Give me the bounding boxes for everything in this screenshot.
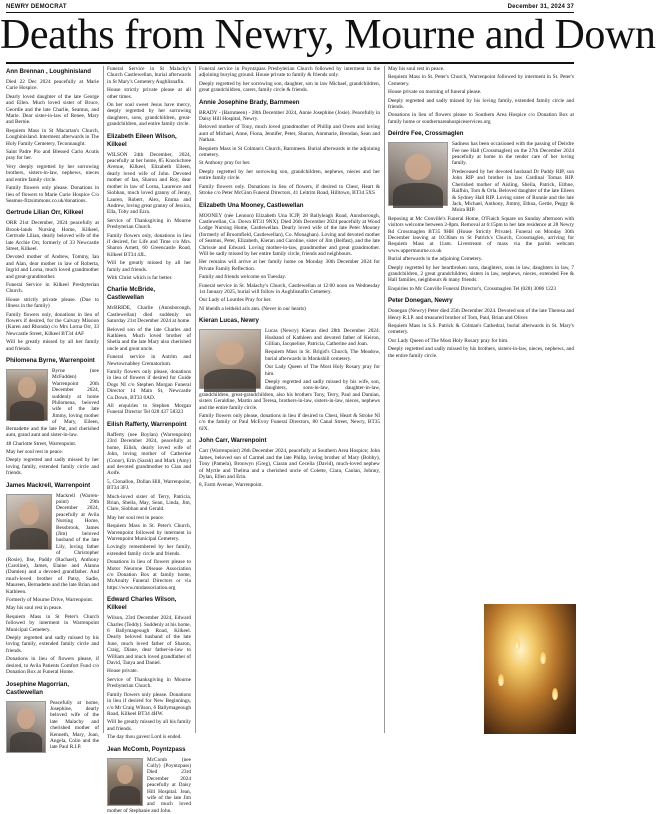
obituary-paragraph: 8, Farm Avenue, Warrenpoint. [199,482,263,489]
column-1 [6,66,99,751]
obituary-entry [199,317,380,432]
column-2 [107,66,191,814]
portrait-shoulders [10,528,48,550]
obituary-paragraph: Carr (Warrenpoint) 26th December 2024, peacefully at Southern Area Hospice; John James, beloved son of Carmel and the late Philip, loving brother of Mary (Bobby), Tony (Pamela), Bronwyn (Greg), Ciaran and Cecelia (David), much-loved nephew of Myrtle and Thelma and a cherished uncle of Colette, Ciara, Caolan, Johnny, Dylan, Ellen and Erin. [199,448,380,480]
obituary-entry [107,421,191,591]
obituary-paragraph: May her soul rest in peace. [6,448,64,455]
obituary-name: Annie Josephine Brady, Barnmeen [199,98,300,106]
obituary-entry [388,66,574,125]
obituary-paragraph: Will be greatly missed by all her family and friends. [6,339,99,352]
obituary-paragraph: Formerly of Mourne Drive, Warrenpoint. [6,597,94,604]
portrait-head [17,708,34,729]
obituary-paragraph: McComb (nee Cully) (Poyntzpass) Died 23rd December 2024 peacefully at Daisy Hill Hospital. Jean, wife of the late Jim and much loved mother of Stephanie and John. [107,756,191,814]
column-divider [384,66,385,733]
obituary-entry [107,66,191,128]
obituary-paragraph: Donegan (Newry) Peter died 25th December 2024. Devoted son of the late Theresa and Henry R.I.P. and treasured brother of Tom, Paul, Brian and Oliver. [388,308,574,321]
portrait-photo [388,142,448,206]
obituary-entry [199,66,380,94]
obituary-paragraph: Deeply regretted by her heartbroken sons, daughters, sons in law, daughters in law, 7 grandchildren, 2 great grandchildren, sisters in law, nephews, nieces, extended Fee & Hall families, neighbours & many friends. [388,264,574,284]
obituary-paragraph: Wilson, 23rd December 2024, Edward Charles (Teddy). Suddenly at his home, 6 Ballymageough Road, Kilkeel. Dearly beloved husband of the late June, much loved father of Sharon, Craig, Diane, dear father-in-law to William and much loved grandfather of David, Tanya and Daniel. [107,615,191,667]
portrait-photo [6,369,48,421]
column-3 [199,66,380,737]
obituary-entry [107,286,191,416]
obituary-paragraph: MOONEY (née Lennon) Elizabeth Una ICJP, 28 Ballyleagh Road, Annsborough, Castlewellan, Co. Down BT31 9NX). Died 26th December 2024 peacefully at Wood Lodge Nursing Home, Castlewellan. Dearly loved wife of the late Peter Mooney (formerly of Broomfield, Castlewellan), Co. Monaghan). Loving and devoted mother of Seamus, Peter, Elizabeth, Kieran and Caroline, sister of Jim (Belfast), and the late Chrissie and Edward. Loving mother-in-law, grandmother and great grandmother. Will be sadly missed by her entire family circle, friends and neighbours. [199,212,380,257]
obituary-paragraph: Will be greatly missed by all her family and friends. [107,260,191,273]
column-divider [103,66,104,733]
obituary-name: Edward Charles Wilson, Kilkeel [107,596,177,612]
obituary-entry [6,68,99,204]
masthead-date-page: December 31, 2024 37 [507,4,574,10]
obituary-paragraph: Family flowers only, donations in lieu of flowers if desired, for the Calvary Mission (Karen and Rhonda) c/o Mrs Lorna Orr, 33 Newcastle Street, Kilkeel BT34 4AF [6,311,99,337]
portrait-shoulders [204,369,256,392]
candle-flame-icon [540,652,546,664]
obituary-paragraph: Funeral service in St. Malachy's Church, Castlewellan at 12:00 noon on Wednesday 1st January 2025, burial will follow in Aughlisnafin Cemetery. [199,282,380,295]
obituary-paragraph: Our Lady Queen of The Most Holy Rosary pray for him. [388,337,509,344]
obituary-paragraph: House private on morning of funeral please. [388,89,482,96]
obituary-name: Peter Donegan, Newry [388,297,453,305]
obituary-paragraph: On her soul sweet Jesus have mercy, deeply regretted by her sorrowing daughters, sons, grandchildren, great-grandchildren, and entire family circle. [107,102,191,128]
portrait-head [405,154,432,180]
obituary-name: Ann Brennan , Loughinisland [6,68,91,75]
obituary-paragraph: House strictly private please at all other times. [107,87,191,100]
obituary-paragraph: Requiem Mass in St Colman's Church, Barnmeen. Burial afterwards in the adjoining cemetery. [199,145,380,159]
obituary-paragraph: Family flowers only please. Donations in lieu of flowers to Marie Curie Hospice C/o Seamus-fitzsimmons.co.uk/donations. [6,185,99,204]
obituary-paragraph: Deeply regretted and sadly missed by his brothers, sisters-in-law, nieces, nephews, and the entire family circle. [388,346,574,359]
obituary-paragraph: Family flowers only please, donations in lieu if desired to Chest, Heart & Stroke NI c/o the family or Paul McEvoy Funeral Directors, 80 Canal Street, Newry, BT35 6JX. [199,413,380,432]
obituary-name: Philomena Byrne, Warrenpoint [6,357,95,365]
obituary-paragraph: 5, Clonallon, Dollan Hill, Warrenpoint, BT34 3FJ. [107,478,191,492]
obituary-paragraph: Saint Padre Pio and Blessed Carlo Acutis pray for her. [6,149,99,162]
obituary-paragraph: Donations in lieu of flowers please, if desired, to Avila Patients Comfort Fund c/o Donation Box at Funeral Home. [6,656,99,676]
obituary-entry [6,681,99,751]
portrait-head [216,341,244,365]
obituary-paragraph: Family flowers only please. Donations in lieu if desired for New Beginnings, c/o Mr Craig Wilson, 6 Ballymageough Road, Kilkeel BT34 4HW. [107,691,191,717]
obituary-paragraph: Mackrell (Warren-point) 29th December 2024, peacefully at Avila Nursing Home, Bessbrook, James (Jim) beloved husband of the late Lily, loving father of Christopher (Rosie), Ilse, Paddy (Rachael), Anthony (Caroline), James, Elaine and Alanna (Damien) and a devoted grandfather. And much-loved brother of Patsy, Sadie, Maureen, Bernadette and the late Brian and Kathleen. [6,492,99,595]
obituary-paragraph: Rafferty (nee Boylan) (Warrenpoint) 23rd December 2024, peacefully at home, Eilish, dearly loved wife of John, loving mother of Catherine (Conor), Erin (Sarah) and Mark (Amy) and devoted grandmother to Cian and Aoife. [107,431,191,477]
obituary-paragraph: Family and friends welcome on Tuesday. [199,274,287,281]
obituary-paragraph: Family flowers only please, donations in lieu of flowers if desired for Guide Dogs NI c/o Stephen Morgan Funeral Director 14 Main St, Newcastle Co.Down, BT33 0AD. [107,369,191,401]
obituary-paragraph: Will be greatly missed by all his family and friends. [107,719,191,732]
obituary-entry [199,202,380,313]
candle-photo [484,604,576,734]
obituary-paragraph: Dearly loved daughter of the late George and Ellen. Much loved sister of Bruce, Geordie and the late Charlie, Seamus, and Marie. Dear sister-in-law of Renee, Mary and Bernie. [6,93,99,126]
obituary-paragraph: 48 Charlotte Street, Warrenpoint. [6,440,77,447]
obituary-name: James Mackrell, Warrenpoint [6,481,91,489]
portrait-photo [199,329,261,389]
headline-rule [6,62,574,64]
obituary-name: Deirdre Fee, Crossmaglen [388,130,464,138]
portrait-shoulders [10,732,43,752]
obituary-paragraph: St Anthony pray for her. [199,160,251,167]
portrait-shoulders [393,183,443,208]
portrait-photo [6,701,46,753]
obituary-name: Eilish Rafferty, Warrenpoint [107,420,187,428]
obituary-name: Jean McComb, Poyntzpass [107,745,186,753]
obituary-entry [107,133,191,282]
obituary-entry [6,482,99,676]
obituary-paragraph: Donations in lieu of flowers please to Motor Neurone Disease Association c/o Donation Box at family home, McAnulty Funeral Directors or via https://www.mndassociation.org [107,559,191,591]
candle-flame-icon [514,638,520,650]
obituary-paragraph: Enquiries to Mc Conville Funeral Director's, Crossmaglen Tel (028) 3086 1223 [388,285,557,292]
obituary-paragraph: Deeply regretted by her sorrowing son, grandchildren, nephews, nieces and her entire family circle. [199,168,380,182]
obituary-paragraph: With Christ which is far better. [107,274,173,281]
portrait-head [117,765,133,784]
obituary-name: Kieran Lucas, Newry [199,317,259,325]
obituary-entry [6,357,99,477]
obituary-paragraph: BRADY - (Barnmeen) - 28th December 2024, Annie Josephine (Josie). Peacefully in Daisy Hill Hospital, Newry. [199,109,380,123]
obituary-paragraph: Burial afterwards in the adjoining Cemetery. [388,256,483,263]
obituary-paragraph: Devoted mother of Andrew, Tommy, Ian and Alan, dear mother in law of Roberta, Ingrid and Lorna, much loved grandmother and great-grandmother. [6,254,99,280]
masthead-paper-name: NEWRY DEMOCRAT [6,4,67,10]
obituary-entry [107,596,191,740]
obituary-entry [107,746,191,814]
candle-flame-icon [498,674,504,686]
obituary-name: Gertrude Lilian Orr, Kilkeel [6,209,84,217]
obituary-paragraph: Deeply regretted and sadly missed by his loving family, extended family circle and friends. [6,635,99,654]
obituary-paragraph: Beloved son of the late Charles and Kathleen. Much loved brother of Sheila and the late Mary also cherished uncle and great uncle. [107,326,191,352]
obituary-paragraph: May his soul rest in peace. [388,66,445,72]
obituary-entry [199,437,380,488]
obituary-paragraph: WILSON 24th December, 2024, peacefully at her home, 85 Knockchree Avenue, Kilkeel, Elizabeth Eileen, dearly loved wife of John. Devoted mother of Ian, Sharon and Roy, dear mother in law of Lorna, Laurence and Siobhan, much loved granny of Jenny, Lauren, Robert, Alex, Emma and Andrew, loving great granny of Jessica, Ella, Toby and Ezra. [107,151,191,216]
obituary-paragraph: Deeply regretted by her sorrowing son, daughter, son in law Michael, grandchildren, great grandchildren, carers, family circle & friends. [199,80,380,94]
obituary-entry [199,99,380,197]
portrait-head [19,502,39,525]
obituary-paragraph: Requiem Mass in St. Brigid's Church, The Meadow, burial afterwards in Monkshill cemetery. [265,349,380,362]
portrait-shoulders [10,401,44,421]
obituary-paragraph: Service of Thanksgiving in Mourne Presbyterian Church. [107,217,191,231]
portrait-head [18,377,36,398]
portrait-photo [107,758,143,806]
obituary-paragraph: Deeply regretted and sadly missed by his loving family, extended family circle and friends. [388,97,574,111]
obituary-paragraph: Funeral Service in St Malachy's Church Castlewellan, burial afterwards in St Mary's Cemetery Aughlisnafin. [107,66,191,85]
obituary-paragraph: May her soul rest in peace. [107,514,165,521]
obituary-paragraph: ORR 21st December, 2024 peacefully at Brook-lands Nursing Home, Kilkeel, Gertrude Lilian, dearly beloved wife of the late Archie Orr, formerly of 33 Newcastle Street, Kilkeel. [6,220,99,252]
obituary-paragraph: Our Lady Queen of The Most Holy Rosary pray for him. [265,364,380,377]
obituary-paragraph: Family flowers only, donations in lieu if desired, for Life and Time c/o Mrs. Sharon Arnett, 60 Greencastle Road, Kilkeel BT34 4JL. [107,232,191,258]
obituary-paragraph: Funeral Service in Kilkeel Presbyterian Church. [6,281,99,295]
obituary-paragraph: Deeply regretted and sadly missed by her loving family, extended family circle and friends. [6,457,99,477]
obituary-paragraph: Deeply regretted and sadly missed by his wife, son, daughters, sons-in-law, daughter-in-law, grandchildren, great-grandchildren, also his brothers Tony, Terry, Paul and Damian, sisters Geraldine, Martin and Teresa, brothers-in-law, sisters-in-law, nieces, nephews and the entire family circle. [199,379,380,411]
obituary-paragraph: Died 22 Dec 2024 peacefully at Marie Curie Hospice. [6,79,99,92]
obituary-paragraph: Family flowers only. Donations in lieu of flowers, if desired to Chest, Heart & Stroke c/o Peter McGinn Funeral Directors, 41 Leitrim Road, Hilltown, BT34 5XS [199,183,380,197]
obituary-paragraph: Peacefully at home, Josephine, dearly beloved wife of the late Malachy and cherished mother of Kenneth, Mary, Joan, Angela, Colin and the late Paul R.I.P. [50,699,99,751]
obituary-paragraph: May his soul rest in peace. [6,605,63,612]
obituary-paragraph: Donations in lieu of flowers please to Southern Area Hospice c/o Donation Box at family home or southernareahospiceservices.org [388,112,574,125]
obituary-paragraph: Requiem Mass in St Macartan's Church, Loughinisland. Interment afterwards in The Holy Family Cemetery, Teconnaught. [6,127,99,147]
obituary-paragraph: Predeceased by her devoted husband Dr Paddy RIP, son John RIP and brother in law Cardinal Tomas RIP. Cherished mother of Aisling, Sheila, Patrick, Eithne, Raifhin, Tom & Orla. Beloved daughter of the late Eileen & Sydney Hall RIP. Loving sister of Ronnie and the late Jack, Michael, Anthony, Jimmy, Ethna, Gertie, Peggy & Moira RIP. [452,168,574,214]
obituary-paragraph: Sadness has been occasioned with the passing of Deirdre Fee nee Hall (Crossmaglen) on the 27th December 2024 peacefully at home in the tender care of her loving family. [452,141,574,167]
obituary-entry [388,130,574,292]
portrait-photo [6,494,52,550]
obituary-name: Elizabeth Una Mooney, Castlewellan [199,201,304,209]
obituary-paragraph: McBRIDE, Charlie (Annsborough, Castlewellan) died suddenly on Saturday 21st December 2024 at home. [107,305,191,325]
obituary-paragraph: Funeral service in Poyntzpass Presbyterian Church followed by interment in the adjoining burying ground. House private to family & friends only. [199,66,380,79]
obituary-entry [388,297,574,359]
obituary-name: Elizabeth Eileen Wilson, Kilkeel [107,132,177,148]
obituary-paragraph: Requiem Mass in St. Peter's Church, Warrenpoint followed by interment in St. Peter's Cemetery. [388,74,574,87]
obituary-paragraph: Requiem Mass in St Peter's Church followed by interment in Warrenpoint Municipal Cemetery. [6,613,99,633]
obituary-paragraph: Funeral service in Antrim and Newtownabbey Crematorium. [107,354,191,367]
obituary-paragraph: Our Lady of Lourdes Pray for her. [199,297,272,304]
obituary-name: John Carr, Warrenpoint [199,437,267,445]
obituary-paragraph: Very deeply regretted by her sorrowing brothers, sisters-in-law, nephews, nieces and entire family circle. [6,163,99,183]
obituary-paragraph: Byrne (nee McFadden) Warrenpoint 20th December 2024, suddenly at home Philomena, beloved wife of the late Jimmy, loving mother of Mary, Eileen, Bernadette and the late Pat, and cherished aunt, grand aunt and sister-in-law. [6,368,99,439]
obituary-paragraph: House strictly private please. (Due to illness in the family) [6,296,99,310]
obituary-paragraph: Ní bheidh a leithéid arís ann. (Never in our hearts) [199,305,306,312]
obituary-name: Josephine Magorrian, Castlewellan [6,680,69,696]
obituary-paragraph: Requiem Mass in S.S. Patrick & Colman's Cathedral, burial afterwards in St. Mary's cemetery. [388,323,574,336]
page-headline: Deaths from Newry, Mourne and Down [0,12,656,58]
portrait-shoulders [110,786,139,804]
obituary-paragraph: Lucas (Newry) Kieran died 28th December 2024. Husband of Kathleen and devoted father of Keiron, Gillian, Jacqueline, Patricia, Catherine and Joan. [265,328,380,347]
obituary-name: Charlie McBride, Castlewellan [107,286,156,302]
obituary-entry [6,209,99,352]
obituary-paragraph: Service of Thanksgiving in Mourne Presbyterian Church. [107,676,191,690]
obituary-paragraph: The day thou gavest Lord is ended. [107,734,182,741]
obituary-paragraph: Requiem Mass in St. Peter's Church, Warrenpoint followed by interment in Warrenpoint Municipal Cemetery. [107,523,191,542]
obituary-paragraph: Much-loved sister of Terry, Patricia, Brian, Sheila, May, Sean, Linda, Jim, Clare, Siobhan and Gerald. [107,493,191,513]
obituary-paragraph: All enquiries to Stephen Morgan Funeral Director Tel 028 437 58323 [107,403,191,416]
obituary-paragraph: Her remains will arrive at her family home on Monday 30th December 2024 for Private Family Reflection. [199,259,380,272]
obituary-paragraph: Reposing at Mc Conville's Funeral Home, O'Fiaich Square on Sunday afternoon with visitors welcome between 2-8pm. Removal at 6:15pm to her late residence at 28 Newry Rd Crossmaglen BT35 9HH (House Strictly Private). Funeral on Monday 30th December leaving at 10:30am to St Patrick's Church, Crossmaglen, arriving for Requiem Mass at 11am. Livestream of mass via the parish webcam www.uppermourne.co.uk [388,215,574,254]
obituary-paragraph: Beloved mother of Tony, much loved grandmother of Phillip and Owen and loving aunt of Michael, Anne, Fiona, Jennifer, Peter, Sharon, Annmarie, Brendan, Sean and Nathan. [199,124,380,144]
column-divider [195,66,196,733]
obituary-paragraph: House private. [107,668,138,675]
obituary-paragraph: Lovingly remembered by her family, extended family circle and friends. [107,544,191,557]
candle-flame-icon [552,688,558,700]
